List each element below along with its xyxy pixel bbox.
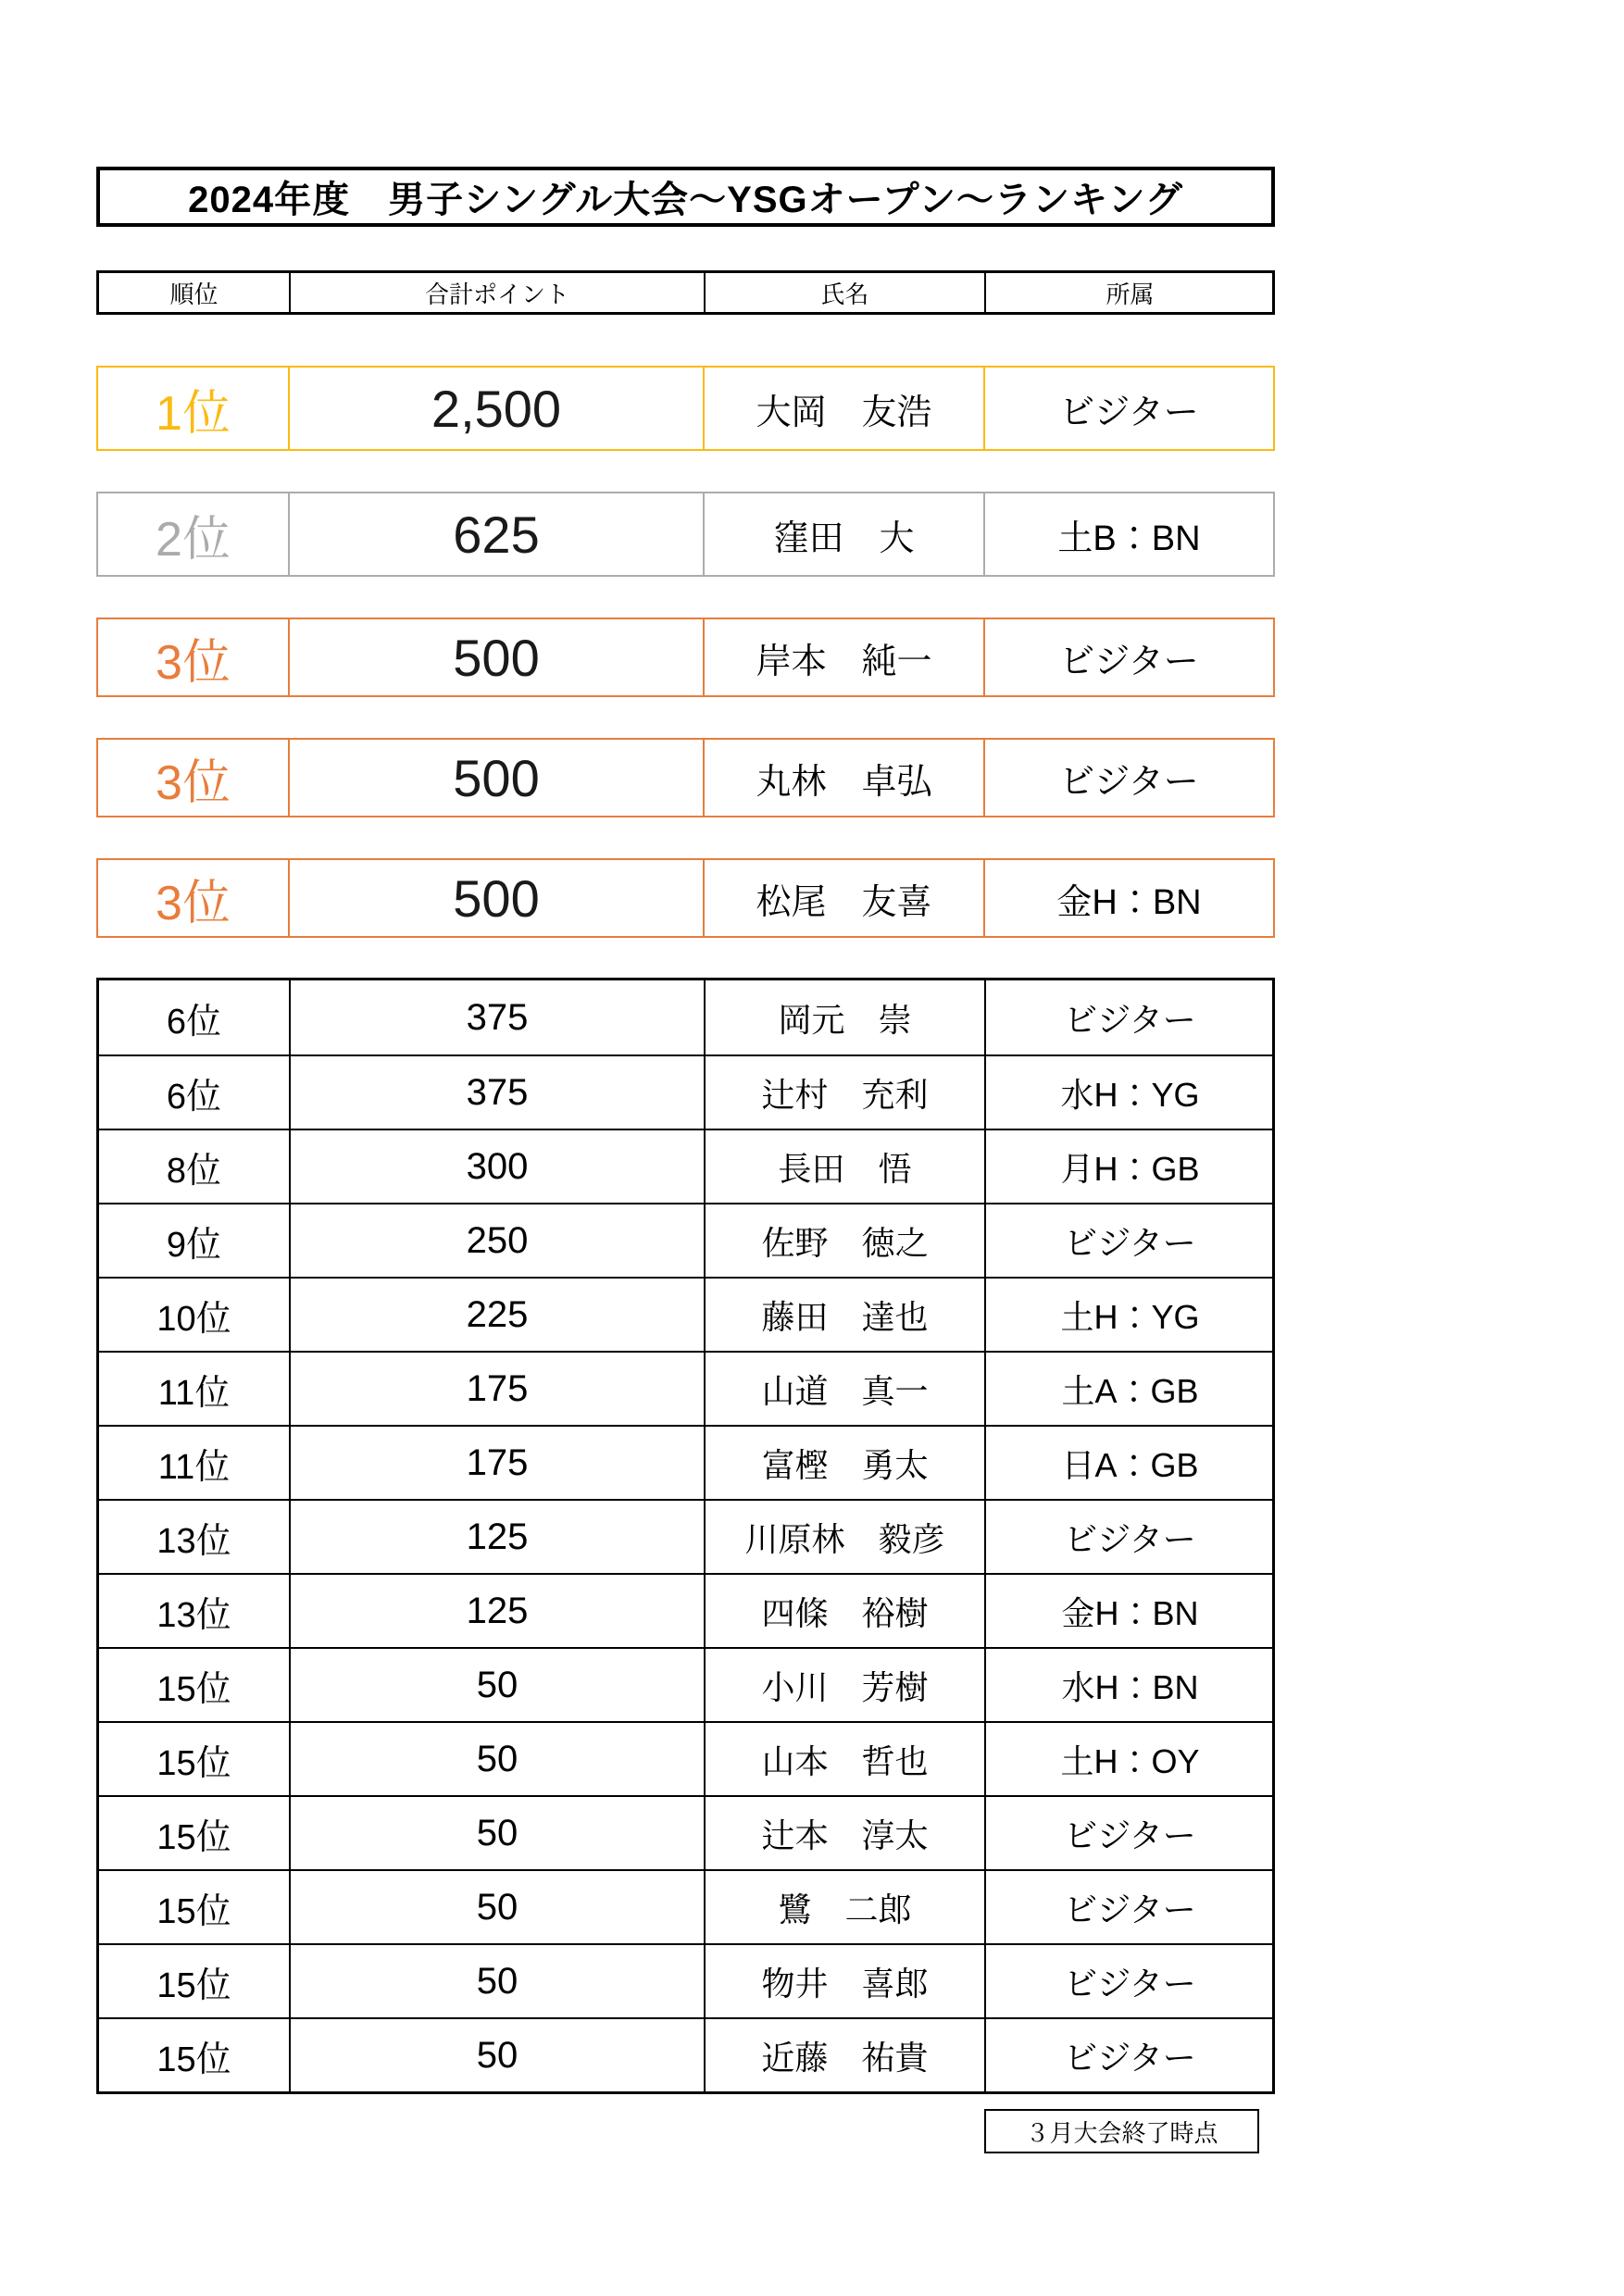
player-name-cell: 松尾 友喜 (703, 860, 983, 936)
player-name-cell: 富樫 勇太 (704, 1427, 984, 1499)
points-cell: 2,500 (288, 368, 703, 449)
affiliation-cell: 月H：GB (984, 1130, 1274, 1203)
table-row (99, 1943, 1272, 2017)
rank-cell: 8位 (166, 1151, 222, 1191)
header-points: 合計ポイント (289, 273, 704, 312)
rank-cell: 9位 (166, 1225, 222, 1265)
player-name-cell: 小川 芳樹 (704, 1649, 984, 1721)
rank-cell: 11位 (157, 1373, 231, 1413)
table-row (99, 1129, 1272, 1203)
table-row (99, 1573, 1272, 1647)
table-header-row (96, 270, 1275, 315)
player-name-cell: 窪田 大 (703, 493, 983, 575)
page-title: 2024年度 男子シングル大会～YSGオープン～ランキング (188, 180, 1183, 220)
rank-cell: 15位 (156, 1669, 231, 1709)
table-row (99, 1869, 1272, 1943)
player-name-cell: 川原林 毅彦 (704, 1501, 984, 1573)
points-cell: 500 (288, 740, 703, 816)
table-row (99, 2017, 1272, 2091)
player-name-cell: 長田 悟 (704, 1130, 984, 1203)
medal-rows-section (96, 366, 1275, 979)
table-row (99, 1795, 1272, 1869)
footer-note: ３月大会終了時点 (1025, 2118, 1218, 2147)
rank-cell: 15位 (156, 1965, 231, 2005)
rank-cell: 15位 (156, 1743, 231, 1783)
affiliation-cell: ビジター (983, 740, 1273, 816)
affiliation-cell: ビジター (984, 1871, 1274, 1943)
points-cell: 50 (289, 1871, 704, 1943)
points-cell: 50 (289, 1797, 704, 1869)
rank-cell: 3位 (156, 635, 231, 690)
affiliation-cell: ビジター (984, 2019, 1274, 2091)
rank-cell: 3位 (156, 755, 231, 810)
player-name-cell: 四條 裕樹 (704, 1575, 984, 1647)
points-cell: 50 (289, 2019, 704, 2091)
points-cell: 50 (289, 1723, 704, 1795)
affiliation-cell: 水H：BN (984, 1649, 1274, 1721)
points-cell: 125 (289, 1575, 704, 1647)
medal-row (96, 366, 1275, 451)
footer-note-box (984, 2109, 1259, 2153)
points-cell: 300 (289, 1130, 704, 1203)
points-cell: 500 (288, 619, 703, 695)
points-cell: 250 (289, 1204, 704, 1277)
rank-cell: 3位 (156, 876, 231, 930)
points-cell: 375 (289, 1056, 704, 1129)
player-name-cell: 近藤 祐貴 (704, 2019, 984, 2091)
table-row (99, 1277, 1272, 1351)
player-name-cell: 物井 喜郎 (704, 1945, 984, 2017)
rank-cell: 10位 (156, 1299, 231, 1339)
table-row (99, 1499, 1272, 1573)
player-name-cell: 山本 哲也 (704, 1723, 984, 1795)
points-cell: 50 (289, 1649, 704, 1721)
points-cell: 375 (289, 980, 704, 1054)
rank-cell: 15位 (156, 2040, 231, 2079)
player-name-cell: 辻本 淳太 (704, 1797, 984, 1869)
header-rank: 順位 (169, 280, 219, 308)
title-box (96, 167, 1275, 227)
affiliation-cell: 金H：BN (984, 1575, 1274, 1647)
player-name-cell: 丸林 卓弘 (703, 740, 983, 816)
affiliation-cell: ビジター (984, 1945, 1274, 2017)
affiliation-cell: ビジター (983, 368, 1273, 449)
rank-cell: 2位 (156, 512, 231, 567)
player-name-cell: 辻村 充利 (704, 1056, 984, 1129)
affiliation-cell: 水H：YG (984, 1056, 1274, 1129)
player-name-cell: 岸本 純一 (703, 619, 983, 695)
affiliation-cell: ビジター (983, 619, 1273, 695)
player-name-cell: 藤田 達也 (704, 1279, 984, 1351)
table-row (99, 1647, 1272, 1721)
rank-cell: 6位 (166, 1077, 222, 1117)
points-cell: 125 (289, 1501, 704, 1573)
rank-cell: 15位 (156, 1891, 231, 1931)
medal-row (96, 618, 1275, 697)
player-name-cell: 大岡 友浩 (703, 368, 983, 449)
affiliation-cell: 土A：GB (984, 1353, 1274, 1425)
rank-cell: 13位 (156, 1521, 231, 1561)
points-cell: 175 (289, 1427, 704, 1499)
table-row (99, 1203, 1272, 1277)
rank-cell: 11位 (157, 1447, 231, 1487)
affiliation-cell: 金H：BN (983, 860, 1273, 936)
affiliation-cell: 土H：YG (984, 1279, 1274, 1351)
medal-row (96, 738, 1275, 817)
table-row (99, 1721, 1272, 1795)
table-row (99, 1054, 1272, 1129)
table-row (99, 1351, 1272, 1425)
affiliation-cell: ビジター (984, 1797, 1274, 1869)
affiliation-cell: ビジター (984, 1501, 1274, 1573)
header-affiliation: 所属 (984, 273, 1274, 312)
points-cell: 50 (289, 1945, 704, 2017)
player-name-cell: 山道 真一 (704, 1353, 984, 1425)
player-name-cell: 佐野 徳之 (704, 1204, 984, 1277)
points-cell: 175 (289, 1353, 704, 1425)
table-row (99, 1425, 1272, 1499)
affiliation-cell: 土H：OY (984, 1723, 1274, 1795)
rank-cell: 1位 (156, 386, 231, 441)
affiliation-cell: ビジター (984, 980, 1274, 1054)
table-row (99, 980, 1272, 1054)
points-cell: 500 (288, 860, 703, 936)
points-cell: 225 (289, 1279, 704, 1351)
medal-row (96, 858, 1275, 938)
rank-cell: 15位 (156, 1817, 231, 1857)
rank-cell: 6位 (166, 1002, 222, 1042)
affiliation-cell: 土B：BN (983, 493, 1273, 575)
player-name-cell: 鷺 二郎 (704, 1871, 984, 1943)
rank-cell: 13位 (156, 1595, 231, 1635)
player-name-cell: 岡元 崇 (704, 980, 984, 1054)
ranking-table (96, 978, 1275, 2094)
header-name: 氏名 (704, 273, 984, 312)
affiliation-cell: ビジター (984, 1204, 1274, 1277)
medal-row (96, 492, 1275, 577)
affiliation-cell: 日A：GB (984, 1427, 1274, 1499)
points-cell: 625 (288, 493, 703, 575)
